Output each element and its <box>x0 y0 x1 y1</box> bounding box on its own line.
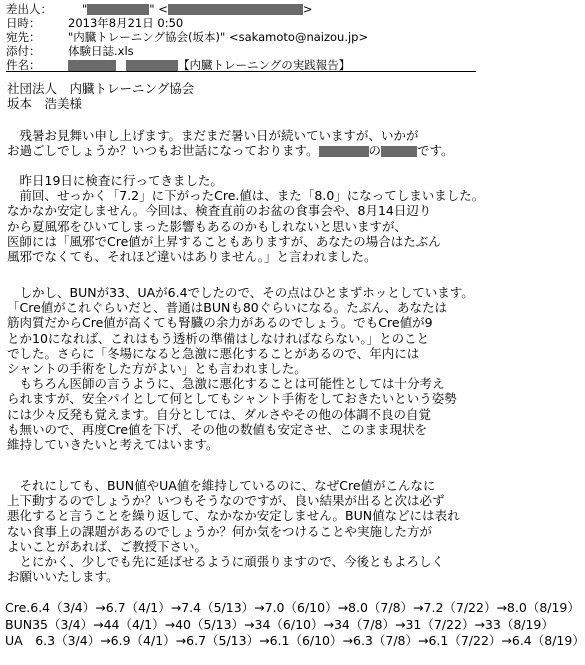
text-line: しかし、BUNが33、UAが6.4でしたので、その点はひとまずホッとしています。 <box>7 285 474 300</box>
text-line <box>7 143 454 158</box>
header-divider <box>6 71 476 72</box>
subject-label: 件名： <box>6 58 41 72</box>
bun-values-line: BUN35（3/4）→44（4/1）→40（5/13）→34（6/10）→34（7/8）→31（7/22）→33（8/19） <box>5 616 554 632</box>
text-line: 医師には「風邪でCre値が上昇することもありますが、あなたの場合はたぶん <box>7 233 441 249</box>
from-tail: " < <box>149 2 168 16</box>
date-value: 2013年8月21日 0:50 <box>68 16 184 30</box>
attachment-value: 体験日誌.xls <box>68 44 134 58</box>
paragraph-greeting <box>7 128 454 158</box>
to-row <box>6 30 466 44</box>
from-quote: " <box>82 2 88 16</box>
addressee-block <box>7 81 194 111</box>
subject-tail: 【内臓トレーニングの実践報告】 <box>178 58 351 72</box>
email-header <box>6 2 466 72</box>
text-line: とか10になれば、これはもう透析の準備はしなければならない。」とのこと <box>7 330 430 346</box>
paragraph-doctor-opinion <box>7 285 474 452</box>
text-line: 昨日19日に検査に行ってきました。 <box>7 173 223 188</box>
from-end: > <box>302 2 313 16</box>
values-history <box>5 600 585 650</box>
text-line: から夏風邪をひいてしまった影響もあるのかもしれないと思いますが、 <box>7 218 408 234</box>
date-label: 日時： <box>6 16 41 30</box>
text-line: とにかく、少しでも先に延ばせるように頑張りますので、今後ともよろしく <box>7 553 445 569</box>
text-line: それにしても、BUN値やUA値を維持しているのに、なぜCre値がこんなに <box>7 478 436 493</box>
text-line: シャントの手術をした方がよい」とも言われました。 <box>7 360 307 376</box>
text-line: られますが、安全パイとして何としてもシャント手術をしておきたいという姿勢 <box>7 391 457 407</box>
text-line: 前回、せっかく「7.2」に下がったCre.値は、また「8.0」になってしまいました。 <box>7 188 485 204</box>
text-line: 風邪でなくても、それほど違いはありません。」と言われました。 <box>7 248 377 264</box>
text-line: 悪化すると言うことを繰り返して、なかなか安定しません。BUN値などには表れ <box>7 508 460 524</box>
text-line: なかなか安定しません。今回は、検査直前のお盆の食事会や、8月14日辺り <box>7 203 432 219</box>
text-line: 「Cre値がこれぐらいだと、普通はBUNも80ぐらいになる。たぶん、あなたは <box>7 300 448 316</box>
text-line: には少々反発も覚えます。自分としては、ダルさやその他の体調不良の自覚 <box>7 406 432 422</box>
text-line-end: です。 <box>417 143 454 159</box>
text-line: お願いいたします。 <box>7 569 119 585</box>
redacted-sender-org <box>319 146 369 157</box>
text-line: ない食事上の課題があるのでしょうか？何か気をつけることや実施した方が <box>7 523 433 539</box>
date-row <box>6 16 466 30</box>
text-line-mid: の <box>368 143 382 159</box>
cre-values-line: Cre.6.4（3/4）→6.7（4/1）→7.4（5/13）→7.0（6/10）→8.0（7/8）→7.2（7/22）→8.0（8/19） <box>5 600 580 615</box>
paragraph-exam-result <box>7 173 484 264</box>
text-line: 上下動するのでしょうか？いつもそうなのですが、良い結果が出ると次は必ず <box>7 493 445 509</box>
from-label: 差出人： <box>6 2 52 16</box>
text-line: 残暑お見舞い申し上げます。まだまだ暑い日が続いていますが、いかが <box>7 128 419 143</box>
redacted-subject-1 <box>68 60 116 71</box>
paragraph-question <box>7 478 460 584</box>
redacted-subject-2 <box>126 60 178 71</box>
redacted-sender-email <box>168 4 303 15</box>
text-line: よいことがあれば、ご教授下さい。 <box>7 538 208 554</box>
attachment-label: 添付： <box>6 44 41 58</box>
to-label: 宛先： <box>6 30 41 44</box>
text-line: も無いので、再度Cre値を下げ、その他の数値も安定させ、このまま現状を <box>7 421 428 437</box>
attachment-row <box>6 44 466 58</box>
to-value: "内臓トレーニング協会(坂本)" <sakamoto@naizou.jp> <box>68 30 369 44</box>
text-line: もちろん医師の言うように、急激に悪化することは可能性としては十分考え <box>7 376 445 392</box>
text-line: でした。さらに「冬場になると急激に悪化することがあるので、年内には <box>7 345 420 361</box>
text-line-start: お過ごしでしょうか？いつもお世話になっております。 <box>7 143 319 159</box>
subject-row <box>6 58 466 72</box>
from-row <box>6 2 466 16</box>
redacted-sender-name-2 <box>381 146 417 157</box>
text-line: 維持していきたいと考えてはいます。 <box>7 436 219 452</box>
text-line: 筋肉質だからCre値が高くても腎臓の余力があるのでしょう。でもCre値が9 <box>7 315 433 331</box>
redacted-sender-name <box>87 4 149 15</box>
addressee-person: 坂本 浩美様 <box>7 96 83 112</box>
addressee-org: 社団法人 内臓トレーニング協会 <box>7 81 195 96</box>
ua-values-line: UA 6.3（3/4）→6.9（4/1）→6.7（5/13）→6.1（6/10）→6.3（7/8）→6.1（7/22）→6.4（8/19） <box>5 633 585 648</box>
